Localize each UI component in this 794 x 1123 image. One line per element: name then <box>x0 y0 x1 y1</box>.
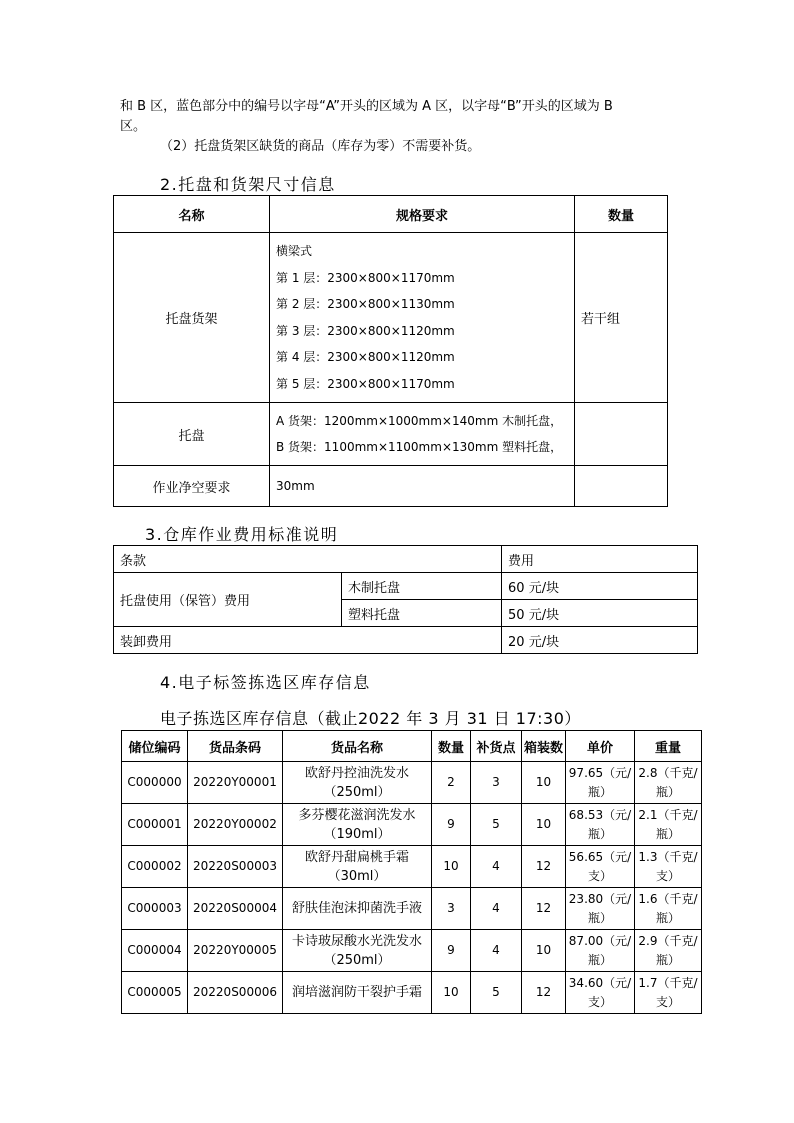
weight-cell: 1.3（千克/支） <box>635 846 702 888</box>
product-name-cell: 欧舒丹控油洗发水（250ml） <box>283 762 432 804</box>
header-spec: 规格要求 <box>270 196 575 233</box>
reorder-point-cell: 5 <box>471 804 522 846</box>
pallet-qty <box>575 403 668 466</box>
location-code-cell: C000003 <box>122 888 188 930</box>
barcode-cell: 20220Y00001 <box>188 762 283 804</box>
unit-price-cell: 68.53（元/瓶） <box>566 804 635 846</box>
handling-label: 装卸费用 <box>114 627 502 654</box>
table-header-row <box>114 196 668 233</box>
intro-line-1: 和 B 区，蓝色部分中的编号以字母“A”开头的区域为 A 区，以字母“B”开头的区域为 B <box>120 99 613 114</box>
weight-cell: 2.8（千克/瓶） <box>635 762 702 804</box>
location-code-cell: C000004 <box>122 930 188 972</box>
location-code-cell: C000001 <box>122 804 188 846</box>
plastic-pallet-fee: 50 元/块 <box>502 600 698 627</box>
header-location-code: 储位编码 <box>122 731 188 762</box>
table-row <box>122 804 702 846</box>
table-header-row <box>122 731 702 762</box>
quantity-cell: 10 <box>432 972 471 1014</box>
pallet-name: 托盘 <box>114 403 270 466</box>
intro-note: （2）托盘货架区缺货的商品（库存为零）不需要补货。 <box>160 139 481 154</box>
rack-size-table <box>113 195 668 507</box>
pallet-spec <box>270 403 575 466</box>
location-code-cell: C000005 <box>122 972 188 1014</box>
weight-cell: 1.7（千克/支） <box>635 972 702 1014</box>
wood-pallet-fee: 60 元/块 <box>502 573 698 600</box>
case-pack-cell: 10 <box>522 804 566 846</box>
barcode-cell: 20220S00004 <box>188 888 283 930</box>
table-row <box>122 888 702 930</box>
case-pack-cell: 12 <box>522 888 566 930</box>
rack-spec-line: 第 1 层：2300×800×1170mm <box>276 270 455 285</box>
header-weight: 重量 <box>635 731 702 762</box>
quantity-cell: 10 <box>432 846 471 888</box>
product-name-cell: 润培滋润防干裂护手霜 <box>283 972 432 1014</box>
case-pack-cell: 10 <box>522 930 566 972</box>
header-qty: 数量 <box>575 196 668 233</box>
unit-price-cell: 97.65（元/瓶） <box>566 762 635 804</box>
table-row <box>114 627 698 654</box>
table-header-row <box>114 546 698 573</box>
header-reorder-point: 补货点 <box>471 731 522 762</box>
section-4-title: 4.电子标签拣选区库存信息 <box>160 673 371 692</box>
clearance-qty <box>575 466 668 507</box>
barcode-cell: 20220Y00005 <box>188 930 283 972</box>
header-case-pack: 箱装数 <box>522 731 566 762</box>
table-row-clearance <box>114 466 668 507</box>
table-row <box>122 762 702 804</box>
reorder-point-cell: 5 <box>471 972 522 1014</box>
reorder-point-cell: 4 <box>471 888 522 930</box>
rack-spec-line: 第 5 层：2300×800×1170mm <box>276 376 455 391</box>
reorder-point-cell: 3 <box>471 762 522 804</box>
quantity-cell: 9 <box>432 804 471 846</box>
rack-spec-line: 横梁式 <box>276 244 313 258</box>
unit-price-cell: 23.80（元/瓶） <box>566 888 635 930</box>
unit-price-cell: 56.65（元/支） <box>566 846 635 888</box>
intro-line-2: 区。 <box>120 119 147 134</box>
weight-cell: 2.9（千克/瓶） <box>635 930 702 972</box>
product-name-cell: 欧舒丹甜扁桃手霜（30ml） <box>283 846 432 888</box>
table-row-pallet <box>114 403 668 466</box>
header-quantity: 数量 <box>432 731 471 762</box>
table-row <box>122 930 702 972</box>
header-unit-price: 单价 <box>566 731 635 762</box>
location-code-cell: C000002 <box>122 846 188 888</box>
clause-header: 条款 <box>114 546 502 573</box>
quantity-cell: 9 <box>432 930 471 972</box>
quantity-cell: 3 <box>432 888 471 930</box>
section-3-title: 3.仓库作业费用标准说明 <box>145 525 339 544</box>
rack-spec-line: 第 2 层：2300×800×1130mm <box>276 297 455 311</box>
header-barcode: 货品条码 <box>188 731 283 762</box>
handling-fee: 20 元/块 <box>502 627 698 654</box>
case-pack-cell: 12 <box>522 846 566 888</box>
quantity-cell: 2 <box>432 762 471 804</box>
weight-cell: 2.1（千克/瓶） <box>635 804 702 846</box>
location-code-cell: C000000 <box>122 762 188 804</box>
pallet-spec-line: B 货架：1100mm×1100mm×130mm 塑料托盘， <box>276 440 563 454</box>
product-name-cell: 舒肤佳泡沫抑菌洗手液 <box>283 888 432 930</box>
case-pack-cell: 10 <box>522 762 566 804</box>
header-name: 名称 <box>114 196 270 233</box>
unit-price-cell: 87.00（元/瓶） <box>566 930 635 972</box>
pallet-spec-line: A 货架：1200mm×1000mm×140mm 木制托盘， <box>276 413 563 428</box>
case-pack-cell: 12 <box>522 972 566 1014</box>
plastic-pallet-label: 塑料托盘 <box>342 600 502 627</box>
reorder-point-cell: 4 <box>471 930 522 972</box>
clearance-spec: 30mm <box>270 466 575 507</box>
product-name-cell: 卡诗玻尿酸水光洗发水（250ml） <box>283 930 432 972</box>
barcode-cell: 20220Y00002 <box>188 804 283 846</box>
table-row <box>122 846 702 888</box>
table-row-rack <box>114 233 668 403</box>
rack-name: 托盘货架 <box>114 233 270 403</box>
barcode-cell: 20220S00006 <box>188 972 283 1014</box>
fee-table <box>113 545 698 654</box>
product-name-cell: 多芬樱花滋润洗发水（190ml） <box>283 804 432 846</box>
fee-header: 费用 <box>502 546 698 573</box>
header-product-name: 货品名称 <box>283 731 432 762</box>
barcode-cell: 20220S00003 <box>188 846 283 888</box>
rack-spec <box>270 233 575 403</box>
clearance-name: 作业净空要求 <box>114 466 270 507</box>
inventory-table <box>121 730 702 1014</box>
table-row <box>114 573 698 600</box>
table-row <box>122 972 702 1014</box>
rack-spec-line: 第 4 层：2300×800×1120mm <box>276 350 455 364</box>
section-2-title: 2.托盘和货架尺寸信息 <box>160 175 336 194</box>
pallet-use-label: 托盘使用（保管）费用 <box>114 573 342 627</box>
rack-qty: 若干组 <box>575 233 668 403</box>
inventory-table-title: 电子拣选区库存信息（截止2022 年 3 月 31 日 17:30） <box>160 709 581 728</box>
weight-cell: 1.6（千克/瓶） <box>635 888 702 930</box>
reorder-point-cell: 4 <box>471 846 522 888</box>
unit-price-cell: 34.60（元/支） <box>566 972 635 1014</box>
wood-pallet-label: 木制托盘 <box>342 573 502 600</box>
rack-spec-line: 第 3 层：2300×800×1120mm <box>276 323 455 338</box>
